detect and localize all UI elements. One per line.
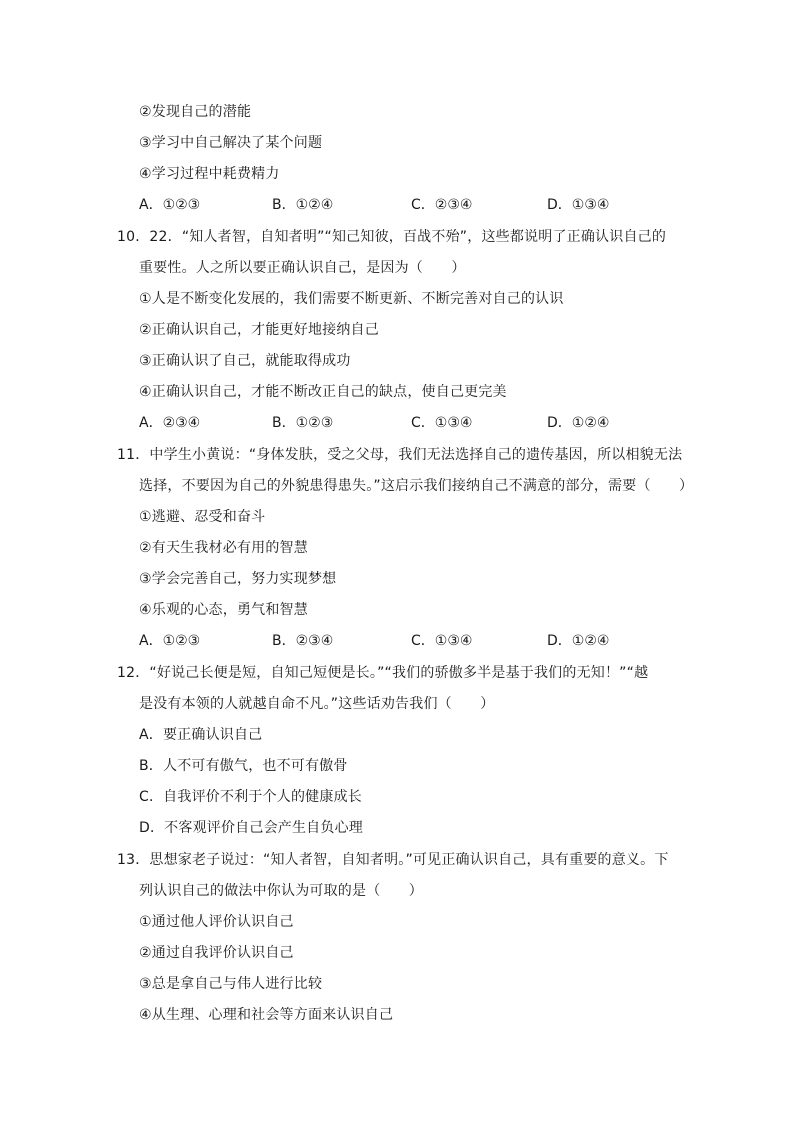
q12-option-d: D．不客观评价自己会产生自负心理 <box>139 820 363 836</box>
q11-option-c: C．①③④ <box>411 633 473 649</box>
q12-option-a: A．要正确认识自己 <box>139 727 263 743</box>
q12-stem-line-1: 12．“好说己长便是短，自知己短便是长。”“我们的骄傲多半是基于我们的无知！”“越 <box>117 665 649 681</box>
q13-item-3: ③总是拿自己与伟人进行比较 <box>139 976 323 992</box>
q9-item-2: ②发现自己的潜能 <box>139 104 252 120</box>
q10-item-2: ②正确认识自己，才能更好地接纳自己 <box>139 322 379 338</box>
q13-item-1: ①通过他人评价认识自己 <box>139 914 294 930</box>
q10-stem-line-1: 10．22．“知人者智，自知者明”“知己知彼，百战不殆”，这些都说明了正确认识自己的 <box>117 229 667 245</box>
q9-option-d: D．①③④ <box>547 197 610 213</box>
q11-stem-line-2: 选择，不要因为自己的外貌患得患失。”这启示我们接纳自己不满意的部分，需要（ ） <box>139 478 694 494</box>
q10-option-c: C．①③④ <box>411 415 473 431</box>
q9-option-c: C．②③④ <box>411 197 473 213</box>
q13-item-4: ④从生理、心理和社会等方面来认识自己 <box>139 1007 394 1023</box>
q10-item-4: ④正确认识自己，才能不断改正自己的缺点，使自己更完美 <box>139 384 507 400</box>
q10-option-d: D．①②④ <box>547 415 610 431</box>
q10-option-a: A．②③④ <box>139 415 201 431</box>
q12-option-b: B．人不可有傲气，也不可有傲骨 <box>139 758 348 774</box>
q9-option-b: B．①②④ <box>272 197 334 213</box>
q9-option-a: A．①②③ <box>139 197 201 213</box>
q11-item-2: ②有天生我材必有用的智慧 <box>139 540 308 556</box>
q13-item-2: ②通过自我评价认识自己 <box>139 945 294 961</box>
q9-item-3: ③学习中自己解决了某个问题 <box>139 135 323 151</box>
q10-item-1: ①人是不断变化发展的，我们需要不断更新、不断完善对自己的认识 <box>139 291 564 307</box>
q10-stem-line-2: 重要性。人之所以要正确认识自己，是因为（ ） <box>139 260 466 276</box>
q11-item-3: ③学会完善自己，努力实现梦想 <box>139 571 337 587</box>
q12-stem-line-2: 是没有本领的人就越自命不凡。”这些话劝告我们（ ） <box>139 696 495 712</box>
q11-option-b: B．②③④ <box>272 633 334 649</box>
q13-stem-line-1: 13．思想家老子说过：“知人者智，自知者明。”可见正确认识自己，具有重要的意义。下 <box>117 852 669 868</box>
q10-option-b: B．①②③ <box>272 415 334 431</box>
q10-item-3: ③正确认识了自己，就能取得成功 <box>139 353 351 369</box>
q11-option-d: D．①②④ <box>547 633 610 649</box>
q11-item-1: ①逃避、忍受和奋斗 <box>139 509 266 525</box>
q11-item-4: ④乐观的心态，勇气和智慧 <box>139 602 308 618</box>
q12-option-c: C．自我评价不利于个人的健康成长 <box>139 789 362 805</box>
q11-option-a: A．①②③ <box>139 633 201 649</box>
q13-stem-line-2: 列认识自己的做法中你认为可取的是（ ） <box>139 883 423 899</box>
q11-stem-line-1: 11．中学生小黄说：“身体发肤，受之父母，我们无法选择自己的遗传基因，所以相貌无法 <box>117 447 683 463</box>
q9-item-4: ④学习过程中耗费精力 <box>139 166 280 182</box>
